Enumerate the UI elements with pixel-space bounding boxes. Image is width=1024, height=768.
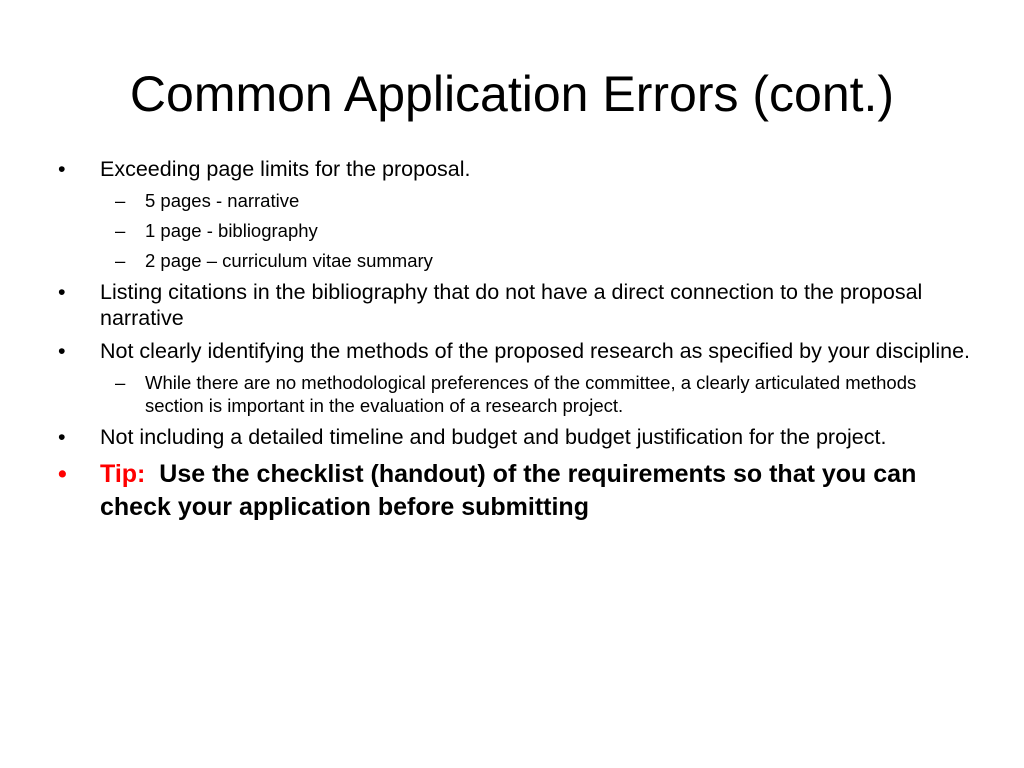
bullet-item-citations xyxy=(56,279,976,331)
subitem-methods-note xyxy=(100,371,976,417)
slide-body xyxy=(56,156,976,531)
bullet-text: Not clearly identifying the methods of the proposed research as specified by your discipline. xyxy=(100,339,971,363)
subitem-text: 1 page - bibliography xyxy=(145,220,318,241)
bullet-icon: • xyxy=(58,157,66,181)
tip-item xyxy=(56,458,976,524)
sublist-methods xyxy=(56,371,976,417)
dash-icon: – xyxy=(115,190,126,211)
tip-label: Tip: xyxy=(100,460,146,488)
subitem-text: 5 pages - narrative xyxy=(145,190,300,211)
dash-icon: – xyxy=(115,250,126,271)
bullet-icon: • xyxy=(58,425,66,449)
dash-icon: – xyxy=(115,372,126,393)
bullet-item-page-limits xyxy=(56,156,976,182)
subitem-bibliography xyxy=(100,219,976,242)
tip-text: Use the checklist (handout) of the requirements so that you can check your application before submitting xyxy=(100,460,917,521)
bullet-icon: • xyxy=(58,460,67,488)
dash-icon: – xyxy=(115,220,126,241)
bullet-text: Listing citations in the bibliography that do not have a direct connection to the proposal narrative xyxy=(100,280,923,330)
slide-title: Common Application Errors (cont.) xyxy=(129,66,895,122)
subitem-narrative xyxy=(100,189,976,212)
subitem-text: 2 page – curriculum vitae summary xyxy=(145,250,433,271)
bullet-item-methods xyxy=(56,338,976,364)
bullet-item-timeline-budget xyxy=(56,424,976,450)
sublist-page-limits xyxy=(56,189,976,272)
bullet-icon: • xyxy=(58,339,66,363)
subitem-cv-summary xyxy=(100,249,976,272)
bullet-icon: • xyxy=(58,280,66,304)
subitem-text: While there are no methodological preferences of the committee, a clearly articulated methods section is important in the evaluation of a research project. xyxy=(145,372,917,416)
bullet-text: Not including a detailed timeline and budget and budget justification for the project. xyxy=(100,425,887,449)
bullet-text: Exceeding page limits for the proposal. xyxy=(100,157,471,181)
